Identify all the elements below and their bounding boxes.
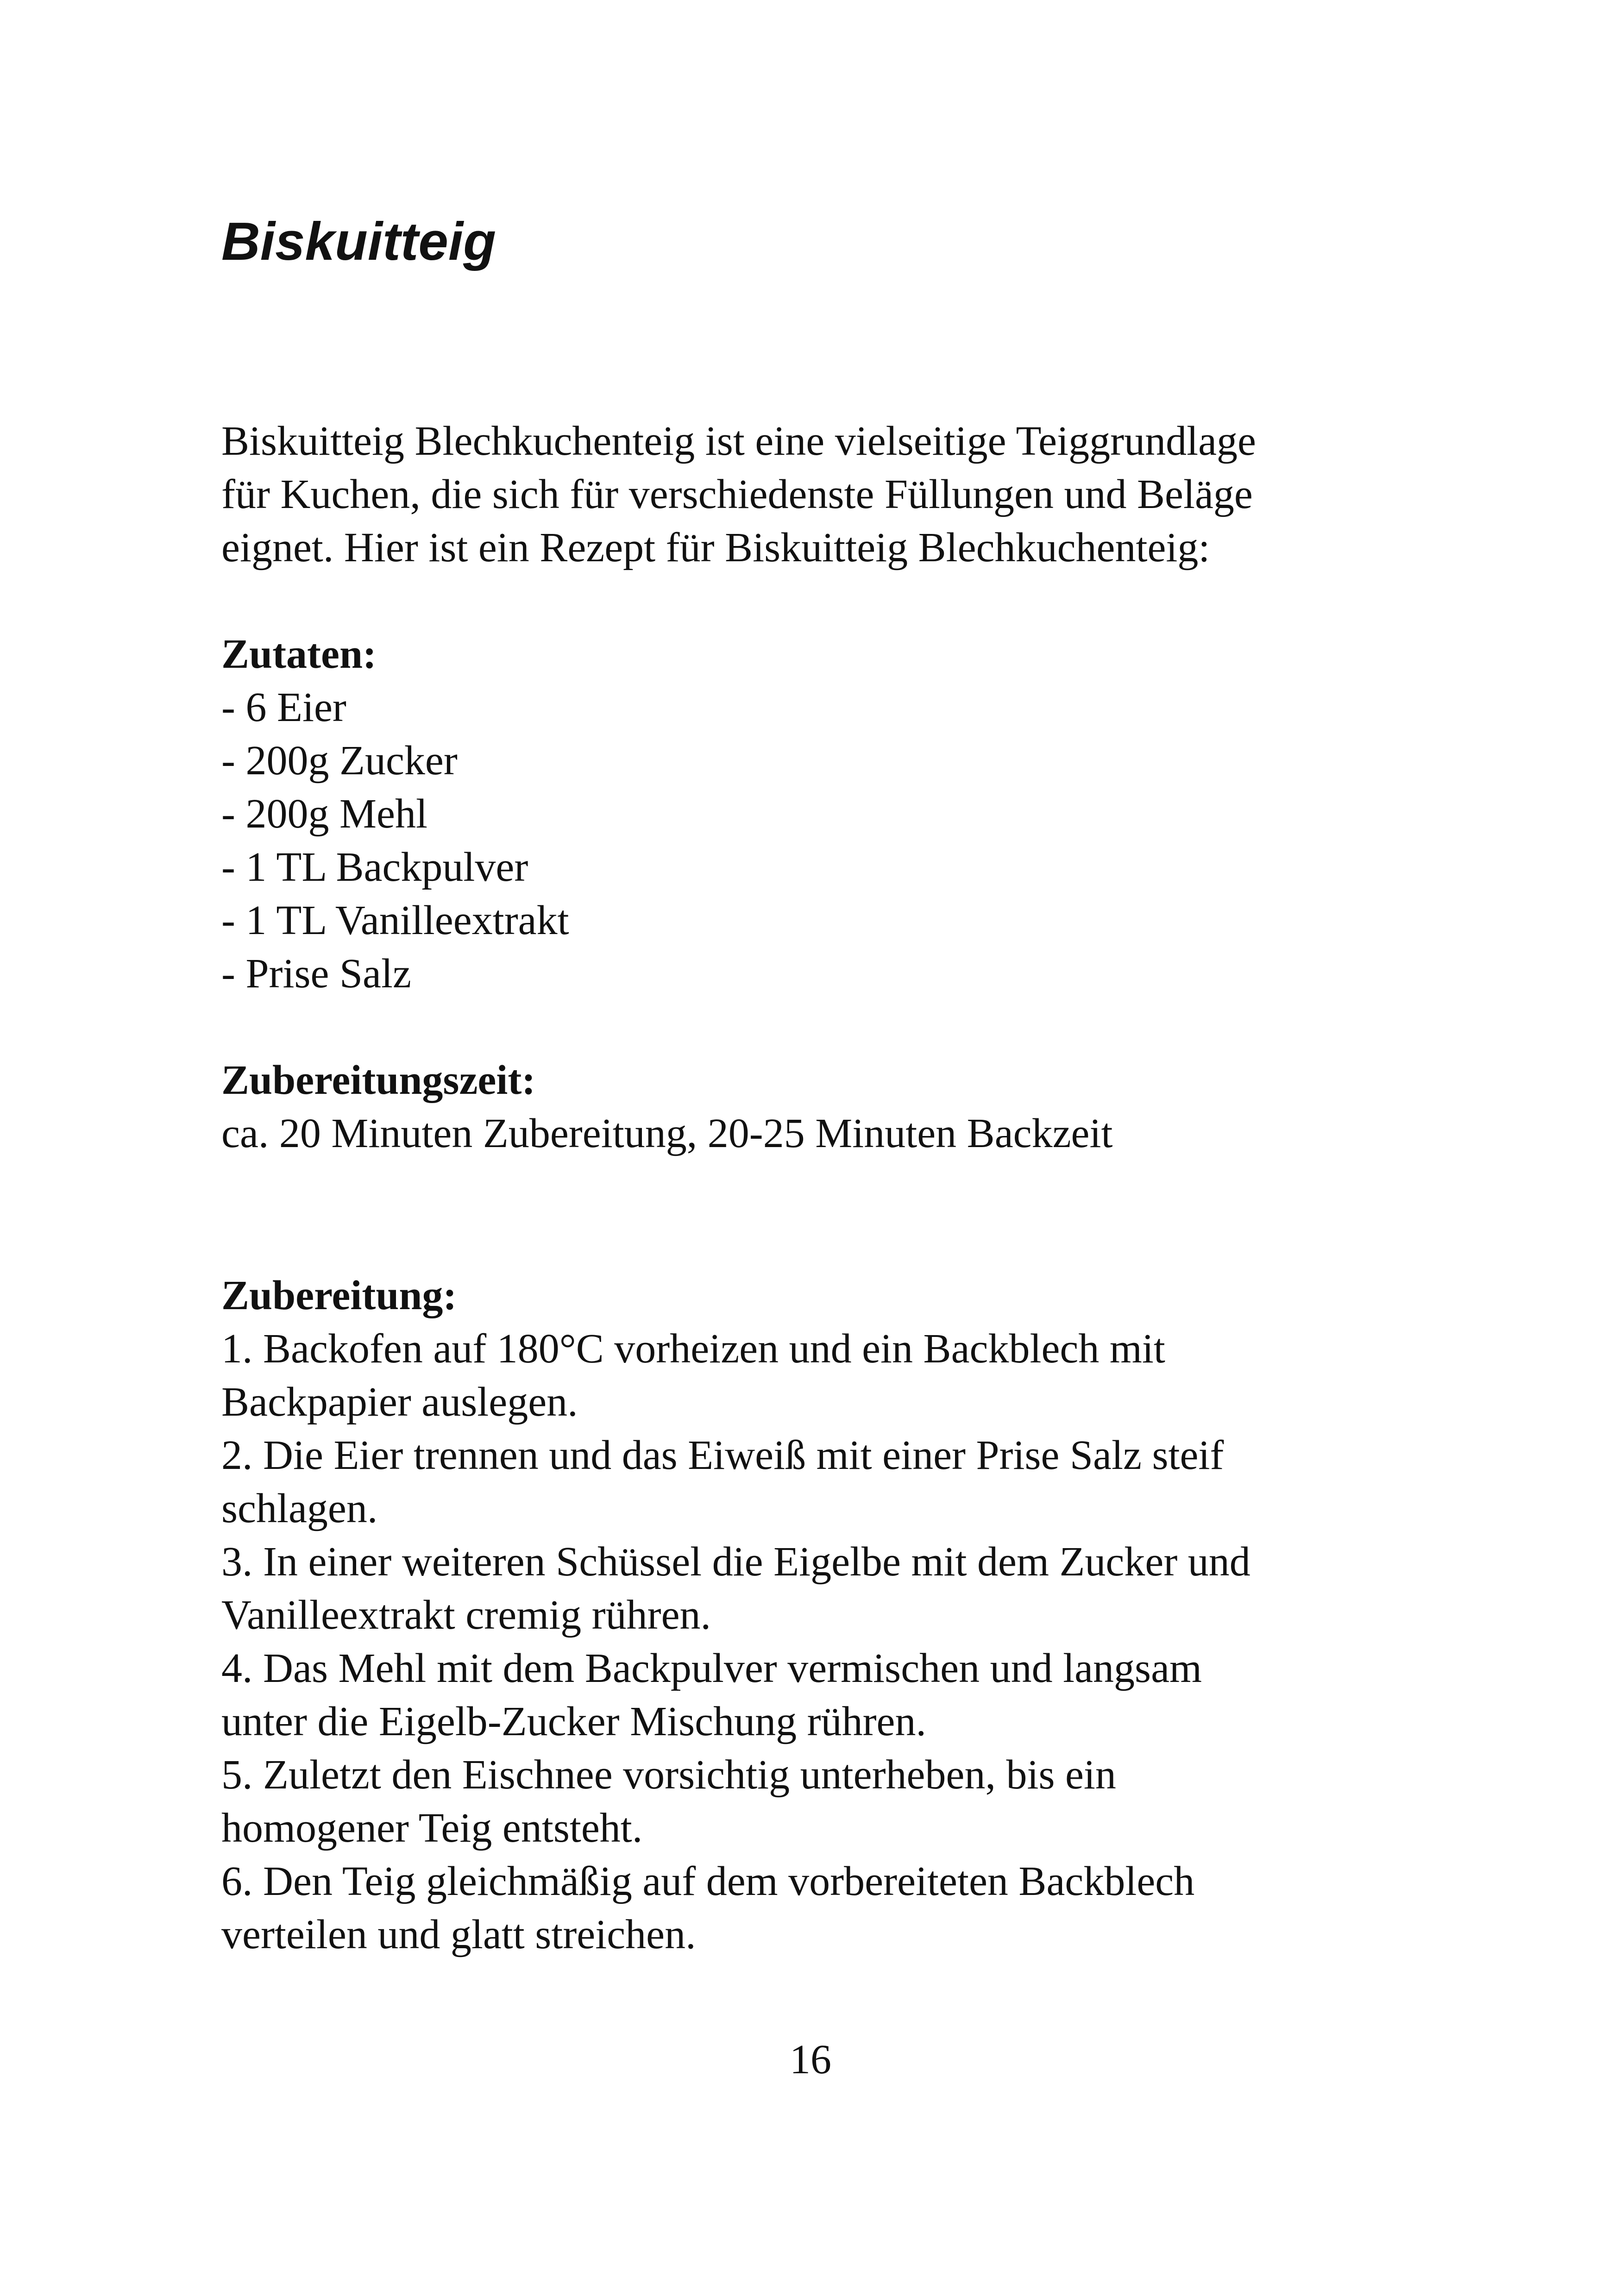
preparation-line: 4. Das Mehl mit dem Backpulver vermischen und langsam [221,1645,1202,1691]
prep-time-section [221,1054,1426,1160]
preparation-line: 6. Den Teig gleichmäßig auf dem vorbereiteten Backblech [221,1858,1195,1904]
intro-paragraph [221,414,1426,574]
prep-time-text: ca. 20 Minuten Zubereitung, 20-25 Minuten Backzeit [221,1110,1113,1156]
preparation-line: Backpapier auslegen. [221,1379,578,1425]
preparation-line: schlagen. [221,1486,378,1531]
preparation-line: 5. Zuletzt den Eischnee vorsichtig unterheben, bis ein [221,1752,1116,1798]
ingredients-heading: Zutaten: [221,631,377,677]
preparation-line: Vanilleextrakt cremig rühren. [221,1592,711,1638]
preparation-line: 3. In einer weiteren Schüssel die Eigelbe mit dem Zucker und [221,1539,1250,1585]
ingredient-item: - 1 TL Backpulver [221,844,528,890]
preparation-line: verteilen und glatt streichen. [221,1912,696,1957]
preparation-line: unter die Eigelb-Zucker Mischung rühren. [221,1699,927,1744]
preparation-heading: Zubereitung: [221,1273,457,1318]
intro-line: für Kuchen, die sich für verschiedenste Füllungen und Beläge [221,471,1253,517]
intro-line: eignet. Hier ist ein Rezept für Biskuitteig Blechkuchenteig: [221,525,1210,571]
ingredients-section [221,627,1426,1000]
preparation-line: 1. Backofen auf 180°C vorheizen und ein Backblech mit [221,1326,1165,1372]
page-number: 16 [790,2037,831,2083]
page-title: Biskuitteig [221,211,496,271]
ingredient-item: - 200g Zucker [221,738,458,784]
ingredient-item: - 6 Eier [221,684,346,730]
preparation-line: homogener Teig entsteht. [221,1805,643,1851]
intro-line: Biskuitteig Blechkuchenteig ist eine vielseitige Teiggrundlage [221,418,1257,464]
preparation-line: 2. Die Eier trennen und das Eiweiß mit einer Prise Salz steif [221,1432,1224,1478]
ingredient-item: - 1 TL Vanilleextrakt [221,897,569,943]
ingredient-item: - 200g Mehl [221,791,427,837]
ingredients-list [221,681,1426,1000]
ingredient-item: - Prise Salz [221,951,411,997]
preparation-section [221,1269,1426,1961]
prep-time-heading: Zubereitungszeit: [221,1057,536,1103]
